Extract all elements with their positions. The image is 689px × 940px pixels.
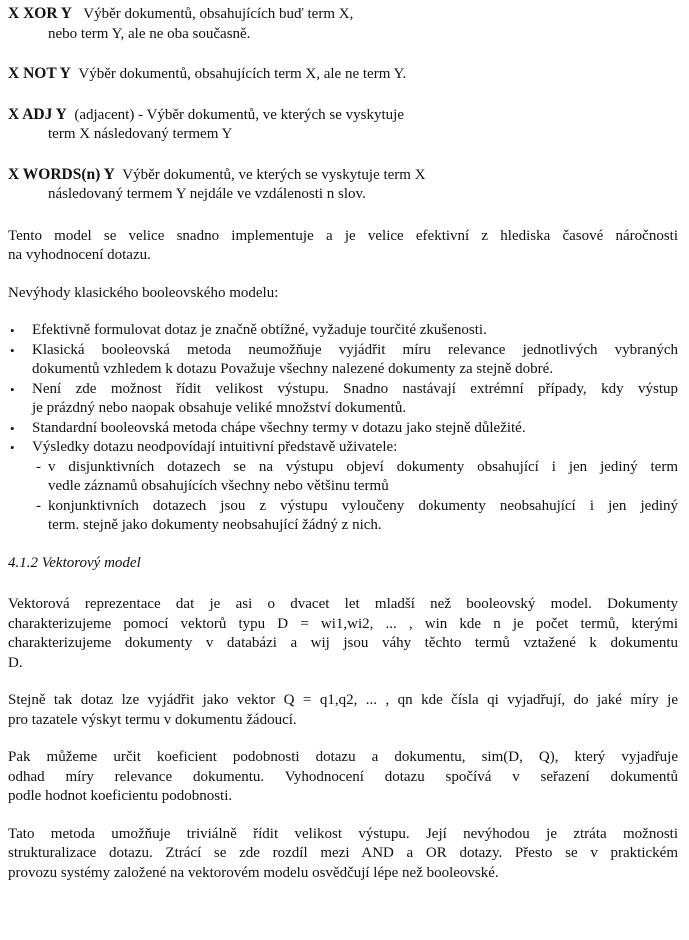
paragraph-method-evaluation [8,825,678,884]
sub-list-item-line: konjunktivních dotazech jsou z výstupu vyloučeny dokumenty neobsahující i jen jediný [48,497,678,514]
operator-xor-term: X XOR Y [8,5,73,22]
paragraph-similarity [8,748,678,807]
sub-list [32,458,678,536]
operator-xor-desc-1: Výběr dokumentů, obsahujících buď term X, [83,6,354,22]
paragraph-line: Tato metoda umožňuje triviálně řídit velikost výstupu. Její nevýhodou je ztráta možnosti [8,825,678,842]
list-item [8,341,678,380]
operator-not-desc-1: Výběr dokumentů, obsahujících term X, ale ne term Y. [78,66,407,82]
list-item [8,321,678,341]
sub-list-item-line: term. stejně jako dokumenty neobsahující žádný z nich. [48,517,382,533]
disadvantages-list [8,321,678,536]
paragraph-line: odhad míry relevance dokumentu. Vyhodnocení dotazu spočívá v seřazení dokumentů [8,768,678,785]
operator-not [8,64,678,85]
operator-not-line-1 [8,64,678,85]
section-title: 4.1.2 Vektorový model [8,554,141,571]
paragraph-line: podle hodnot koeficientu podobnosti. [8,788,233,804]
operator-words-line-1 [8,165,678,186]
paragraph-line: charakterizujeme pomocí vektorů typu D = wi1,wi2, ... , win kde n je počet termů, kterými [8,615,678,632]
paragraph-line: charakterizujeme dokumenty v databázi a wij jsou váhy těchto termů vztažené k dokumentu [8,635,678,651]
operator-adj-desc-1: (adjacent) - Výběr dokumentů, ve kterých se vyskytuje [74,106,404,123]
list-item-line: Standardní booleovská metoda chápe všechny termy v dotazu jako stejně důležité. [32,419,526,436]
paragraph-model-efficiency [8,227,678,266]
dash-icon: - [36,458,41,475]
list-item [8,438,678,536]
sub-list-item-line: v disjunktivních dotazech se na výstupu objeví dokumenty obsahující i jen jediný term [48,458,678,475]
bullet-icon: • [10,420,15,436]
operator-adj-line-1 [8,105,678,126]
paragraph-vector-representation [8,595,678,673]
list-item [8,380,678,419]
list-item-line: dokumentů vzhledem k dotazu Považuje všechny nalezené dokumenty za stejně dobré. [32,361,554,377]
operator-xor [8,4,678,44]
list-item-line: Není zde možnost řídit velikost výstupu. Snadno nastávají extrémní případy, kdy výstup [32,380,678,397]
operator-not-term: X NOT Y [8,65,71,82]
paragraph-query-vector [8,691,678,730]
paragraph-line: Stejně tak dotaz lze vyjádřit jako vektor Q = q1,q2, ... , qn kde čísla qi vyjadřují, do jaké míry je [8,692,678,708]
operator-words-desc-2: následovaný termem Y nejdále ve vzdálenosti n slov. [48,186,366,202]
operator-words-desc-1: Výběr dokumentů, ve kterých se vyskytuje term X [122,166,426,183]
paragraph-line: Pak můžeme určit koeficient podobnosti dotazu a dokumentu, sim(D, Q), který vyjadřuje [8,749,678,765]
sub-list-item [32,458,678,497]
paragraph-line: Tento model se velice snadno implementuje a je velice efektivní z hlediska časové náročnosti [8,227,678,244]
list-item-line: je prázdný nebo naopak obsahuje veliké množství dokumentů. [32,400,407,416]
sub-list-item [32,497,678,536]
document-page [8,4,678,901]
bullet-icon: • [10,323,15,338]
operator-xor-desc-2: nebo term Y, ale ne oba současně. [48,25,251,42]
paragraph-line: Vektorová reprezentace dat je asi o dvacet let mladší než booleovský model. Dokumenty [8,596,678,612]
dash-icon: - [36,497,41,514]
paragraph-line: provozu systémy založené na vektorovém modelu osvědčují lépe než booleovské. [8,864,499,881]
paragraph-line: D. [8,654,23,671]
list-item-line: Efektivně formulovat dotaz je značně obtížné, vyžaduje tourčité zkušenosti. [32,322,487,338]
bullet-icon: • [10,440,15,455]
operator-adj-term: X ADJ Y [8,105,67,123]
list-item-line: Výsledky dotazu neodpovídají intuitivní představě uživatele: [32,439,398,455]
operator-adj-desc-2: term X následovaný termem Y [48,126,233,142]
bullet-icon: • [10,381,15,397]
disadvantages-heading: Nevýhody klasického booleovského modelu: [8,284,279,301]
bullet-icon: • [10,342,15,358]
list-item-line: Klasická booleovská metoda neumožňuje vyjádřit míru relevance jednotlivých vybraných [32,341,678,358]
paragraph-line: strukturalizace dotazu. Ztrácí se zde rozdíl mezi AND a OR dotazy. Přesto se v praktickém [8,845,678,861]
sub-list-item-line: vedle záznamů obsahujících všechny nebo většinu termů [48,478,389,494]
operator-words [8,165,678,205]
operator-xor-line-1 [8,4,678,25]
paragraph-line: pro tazatele výskyt termu v dokumentu žádoucí. [8,711,297,728]
operator-words-term: X WORDS(n) Y [8,165,115,183]
list-item [8,419,678,439]
operator-adj [8,105,678,145]
paragraph-line: na vyhodnocení dotazu. [8,247,151,263]
